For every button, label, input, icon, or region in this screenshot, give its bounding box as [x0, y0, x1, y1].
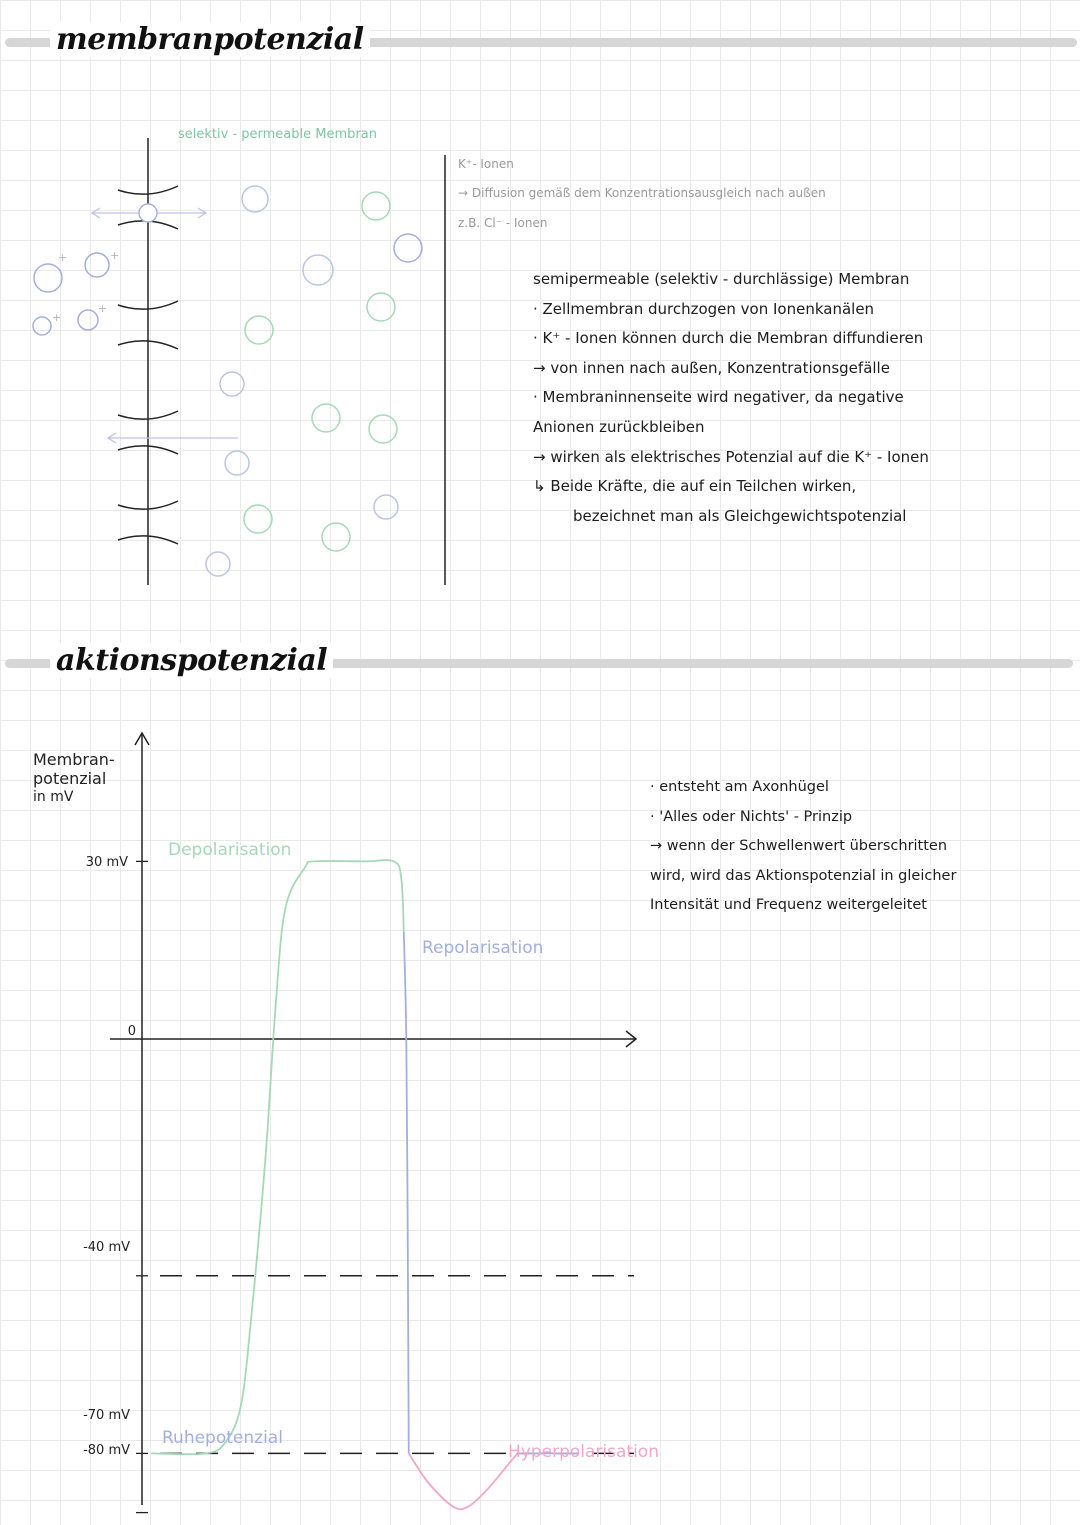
series-depolarisation [152, 860, 404, 1454]
note-line: → wenn der Schwellenwert überschritten [650, 838, 948, 855]
label-depolarisation: Depolarisation [168, 840, 292, 860]
note-line: Anionen zurückbleiben [533, 417, 705, 436]
side-note-diffusion: → Diffusion gemäß dem Konzentrationsausgleich nach außen [458, 186, 826, 200]
series-repolarisation [404, 932, 409, 1453]
note-line: wird, wird das Aktionspotenzial in gleicher [650, 867, 957, 884]
ion-charge-sign: + [98, 302, 108, 315]
side-note-cl-ions: z.B. Cl⁻ - Ionen [458, 216, 548, 230]
heading-membranpotenzial: membranpotenzial [50, 22, 370, 57]
y-axis-label-line: potenzial [33, 769, 107, 788]
label-repolarisation: Repolarisation [422, 938, 544, 958]
note-line: · Membraninnenseite wird negativer, da negative [533, 388, 904, 407]
note-line: → wirken als elektrisches Potenzial auf die K⁺ - Ionen [533, 447, 929, 466]
note-line: · 'Alles oder Nichts' - Prinzip [650, 808, 853, 825]
ion-charge-sign: + [58, 251, 68, 264]
tick-label-30: 30 mV [85, 855, 128, 870]
note-line: Intensität und Frequenz weitergeleitet [650, 897, 927, 914]
note-line: ↳ Beide Kräfte, die auf ein Teilchen wirken, [533, 477, 857, 496]
heading-aktionspotenzial: aktionspotenzial [50, 643, 333, 678]
note-line: semipermeable (selektiv - durchlässige) Membran [533, 270, 910, 288]
notes-aktionspotenzial [650, 773, 956, 921]
note-line: → von innen nach außen, Konzentrationsgefälle [533, 358, 890, 377]
ion-charge-sign: + [110, 249, 120, 262]
membrane-label: selektiv - permeable Membran [178, 127, 377, 142]
series-hyperpolarisation [409, 1453, 518, 1509]
y-axis-label-line: in mV [33, 789, 74, 805]
tick-label-minus40: -40 mV [83, 1240, 130, 1255]
note-line: · Zellmembran durchzogen von Ionenkanälen [533, 299, 875, 318]
tick-label-minus70: -70 mV [83, 1408, 130, 1423]
note-line: · K⁺ - Ionen können durch die Membran diffundieren [533, 329, 924, 348]
y-axis-label-line: Membran- [33, 750, 115, 769]
tick-label-minus80: -80 mV [83, 1443, 130, 1458]
label-hyperpolarisation: Hyperpolarisation [508, 1442, 659, 1462]
note-line: · entsteht am Axonhügel [650, 779, 829, 795]
side-note-k-ions: K⁺- Ionen [458, 157, 514, 171]
note-line: bezeichnet man als Gleichgewichtspotenzial [573, 506, 907, 525]
tick-label-0: 0 [127, 1024, 136, 1039]
ion-charge-sign: + [52, 311, 62, 324]
label-ruhepotenzial: Ruhepotenzial [162, 1428, 283, 1448]
